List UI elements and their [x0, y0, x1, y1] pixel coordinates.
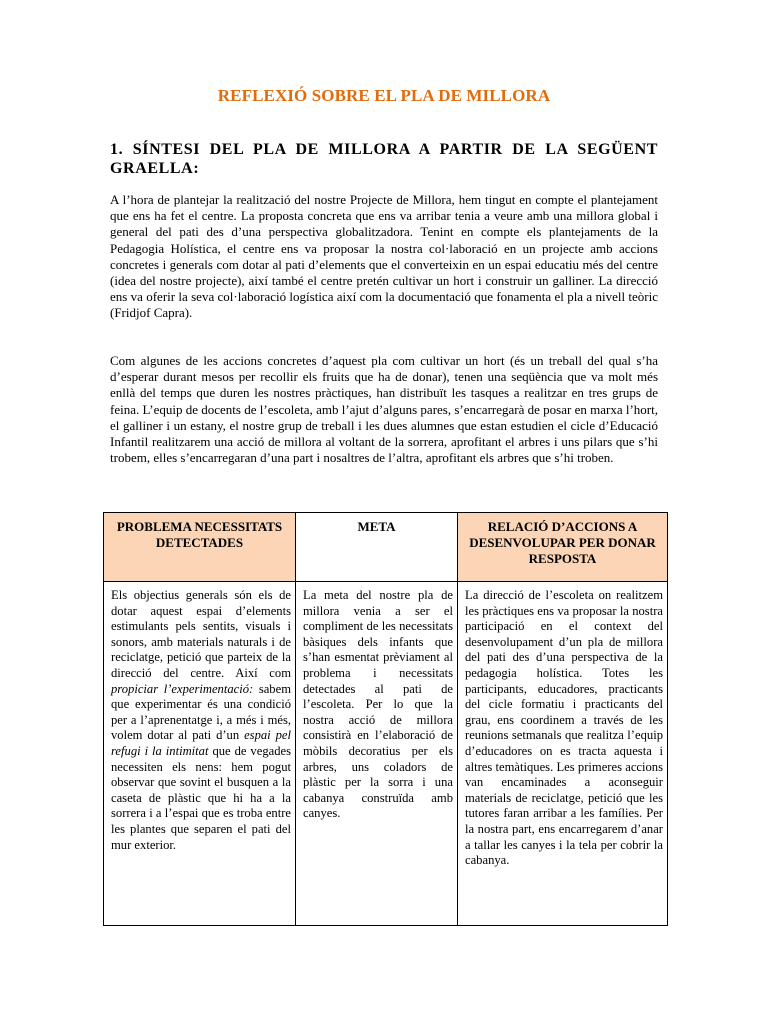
- cell-problema-text-2: sabem que experimentar és una condició per a l’aprenentatge i, a més i més, volem dotar al pati d’un: [111, 681, 291, 743]
- paragraph-2: Com algunes de les accions concretes d’aquest pla com cultivar un hort (és un treball del qual s’ha d’esperar durant mesos per recollir els fruits que ha de donar), tenen una seqüència que va molt més enllà del temps que duren les nostres pràctiques, han distribuït les tasques a realitzar en tres grups de feina. L’equip de docents de l’escoleta, amb l’ajut d’alguns pares, s’encarregarà de posar en marxa l’hort, el galliner i un estany, el nostre grup de treball i les dues alumnes que estan estudien el cicle d’Educació Infantil realitzarem una acció de millora al voltant de la sorrera, aprofitant el arbres i uns pilars que s’hi trobem, elles s’encarregaran d’una part i nosaltres de l’altra, aprofitant els arbres que s’hi troben.: [110, 353, 658, 466]
- plan-table: [103, 512, 668, 926]
- table-header-row: [104, 513, 668, 582]
- cell-accions: La direcció de l’escoleta on realitzem les pràctiques ens va proposar la nostra participació en el context del desenvolupament d’un pla de millora del pati des d’una perspectiva de la pedagogia holística. Totes les participants, educadores, practicants del cicle formatiu i practicants del grau, ens coordinem a través de les reunions setmanals que realitza l’equip d’educadores on es tracta aquesta i altres temàtiques. Les primeres accions van encaminades a aconseguir materials de reciclatge, petició que les tutores faran arribar a les famílies. Per la nostra part, ens encarregarem d’anar a tallar les canyes i la tela per cobrir la cabanya.: [458, 582, 668, 926]
- table-row: [104, 582, 668, 926]
- header-accions: RELACIÓ D’ACCIONS A DESENVOLUPAR PER DONAR RESPOSTA: [458, 513, 668, 582]
- cell-problema-italic-1: propiciar l’experimentació:: [111, 681, 254, 696]
- cell-problema-text-3: que de vegades necessiten els nens: hem pogut observar que sovint el busquen a la caseta de plàstic que hi ha a la sorrera i a l’espai que es troba entre les plantes que separen el pati del mur exterior.: [111, 743, 291, 852]
- section-heading: 1. SÍNTESI DEL PLA DE MILLORA A PARTIR DE LA SEGÜENT GRAELLA:: [110, 141, 658, 177]
- cell-problema-italic-2: espai pel refugi i la intimitat: [111, 728, 291, 758]
- document-title: REFLEXIÓ SOBRE EL PLA DE MILLORA: [217, 86, 551, 105]
- header-meta: META: [296, 513, 458, 582]
- cell-problema: [104, 582, 296, 926]
- header-problema: PROBLEMA NECESSITATS DETECTADES: [104, 513, 296, 582]
- cell-problema-text-1: Els objectius generals són els de dotar aquest espai d’elements estimulants pels sentits, visuals i sonors, amb materials naturals i de reciclatge, petició que parteix de la direcció del centre. Així com: [111, 588, 291, 680]
- cell-meta: La meta del nostre pla de millora venia a ser el compliment de les necessitats bàsiques dels infants que s’han esmentat prèviament al problema i necessitats detectades al pati de l’escoleta. Per lo que la nostra acció de millora consistirà en l’elaboració de mòbils decoratius per els arbres, uns coladors de plàstic per la sorra i una cabanya construïda amb canyes.: [296, 582, 458, 926]
- paragraph-1: A l’hora de plantejar la realització del nostre Projecte de Millora, hem tingut en compte el plantejament que ens ha fet el centre. La proposta concreta que ens va arribar tenia a veure amb una millora global i general del pati des d’una perspectiva globalitzadora. Tenint en compte els plantejaments de la Pedagogia Holística, el centre ens va proposar la nostra col·laboració en un projecte amb accions concretes i generals com dotar al pati d’elements que el converteixin en un espai educatiu més del centre (idea del nostre projecte), així també el centre pretén cultivar un hort i construir un galliner. La direcció ens va oferir la seva col·laboració logística així com la documentació que fonamenta el pla a nivell teòric (Fridjof Capra).: [110, 192, 658, 321]
